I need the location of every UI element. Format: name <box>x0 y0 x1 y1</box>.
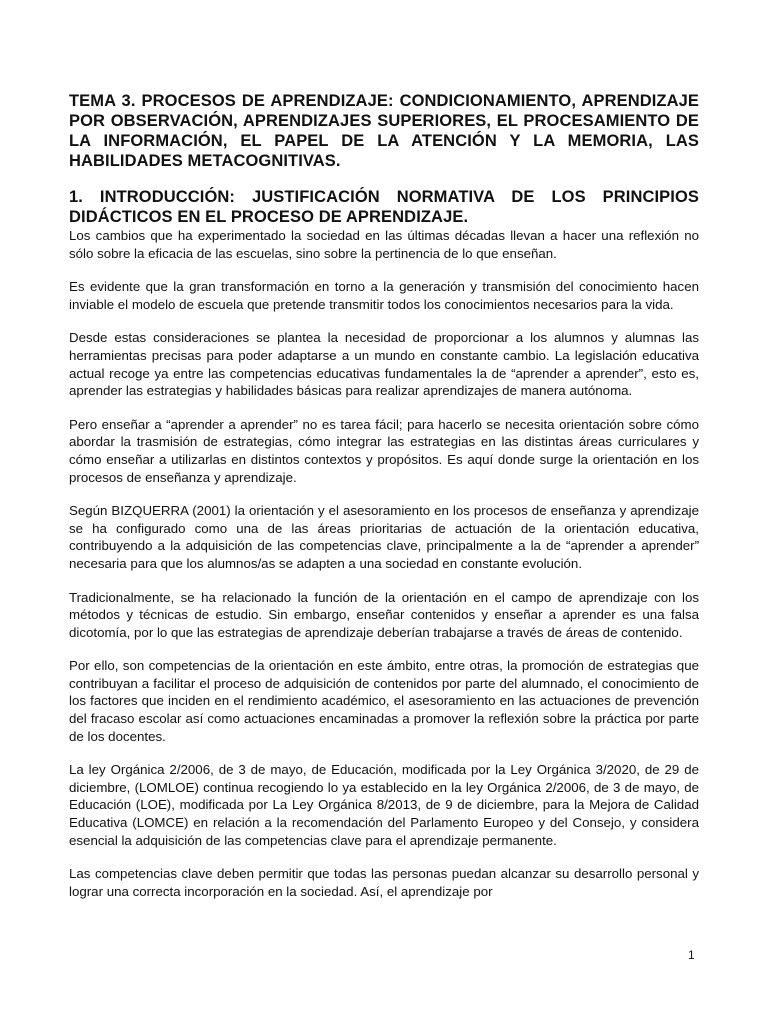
paragraph: Pero enseñar a “aprender a aprender” no es tarea fácil; para hacerlo se necesita orientación sobre cómo abordar la trasmisión de estrategias, cómo integrar las estrategias en las distintas áreas curriculares y cómo enseñar a utilizarlas en distintos contextos y propósitos. Es aquí donde surge la orientación en los procesos de enseñanza y aprendizaje. <box>69 416 699 485</box>
paragraph: Desde estas consideraciones se plantea la necesidad de proporcionar a los alumnos y alumnas las herramientas precisas para poder adaptarse a un mundo en constante cambio. La legislación educativa actual recoge ya entre las competencias educativas fundamentales la de “aprender a aprender”, esto es, aprender las estrategias y habilidades básicas para realizar aprendizajes de manera autónoma. <box>69 330 699 399</box>
paragraph: La ley Orgánica 2/2006, de 3 de mayo, de Educación, modificada por la Ley Orgánica 3/2020, de 29 de diciembre, (LOMLOE) continua recogiendo lo ya establecido en la ley Orgánica 2/2006, de 3 de mayo, de Educación (LOE), modificada por La Ley Orgánica 8/2013, de 9 de diciembre, para la Mejora de Calidad Educativa (LOMCE) en relación a la recomendación del Parlamento Europeo y del Consejo, y considera esencial la adquisición de las competencias clave para el aprendizaje permanente. <box>69 762 699 848</box>
paragraph: Según BIZQUERRA (2001) la orientación y el asesoramiento en los procesos de enseñanza y aprendizaje se ha configurado como una de las áreas prioritarias de actuación de la orientación educativa, contribuyendo a la adquisición de las competencias clave, principalmente a la de “aprender a aprender” necesaria para que los alumnos/as se adapten a una sociedad en constante evolución. <box>69 503 699 571</box>
paragraph: Es evidente que la gran transformación en torno a la generación y transmisión del conocimiento hacen inviable el modelo de escuela que pretende transmitir todos los conocimientos necesarios para la vida. <box>69 279 699 312</box>
document-body <box>69 91 699 900</box>
paragraph: Tradicionalmente, se ha relacionado la función de la orientación en el campo de aprendizaje con los métodos y técnicas de estudio. Sin embargo, enseñar contenidos y enseñar a aprender es una falsa dicotomía, por lo que las estrategias de aprendizaje deberían trabajarse a través de áreas de contenido. <box>69 589 699 640</box>
section-heading: 1. INTRODUCCIÓN: JUSTIFICACIÓN NORMATIVA DE LOS PRINCIPIOS DIDÁCTICOS EN EL PROCESO DE APRENDIZAJE. <box>69 188 699 226</box>
paragraph: Las competencias clave deben permitir que todas las personas puedan alcanzar su desarrollo personal y lograr una correcta incorporación en la sociedad. Así, el aprendizaje por <box>69 866 699 899</box>
paragraph: Por ello, son competencias de la orientación en este ámbito, entre otras, la promoción de estrategias que contribuyan a facilitar el proceso de adquisición de contenidos por parte del alumnado, el conocimiento de los factores que inciden en el rendimiento académico, el asesoramiento en las actuaciones de prevención del fracaso escolar así como actuaciones encaminadas a promover la reflexión sobre la práctica por parte de los docentes. <box>69 658 699 744</box>
document-title: TEMA 3. PROCESOS DE APRENDIZAJE: CONDICIONAMIENTO, APRENDIZAJE POR OBSERVACIÓN, APRENDIZAJES SUPERIORES, EL PROCESAMIENTO DE LA INFORMACIÓN, EL PAPEL DE LA ATENCIÓN Y LA MEMORIA, LAS HABILIDADES METACOGNITIVAS. <box>69 92 699 170</box>
page-number: 1 <box>688 948 695 962</box>
paragraph: Los cambios que ha experimentado la sociedad en las últimas décadas llevan a hacer una reflexión no sólo sobre la eficacia de las escuelas, sino sobre la pertinencia de lo que enseñan. <box>69 228 699 261</box>
